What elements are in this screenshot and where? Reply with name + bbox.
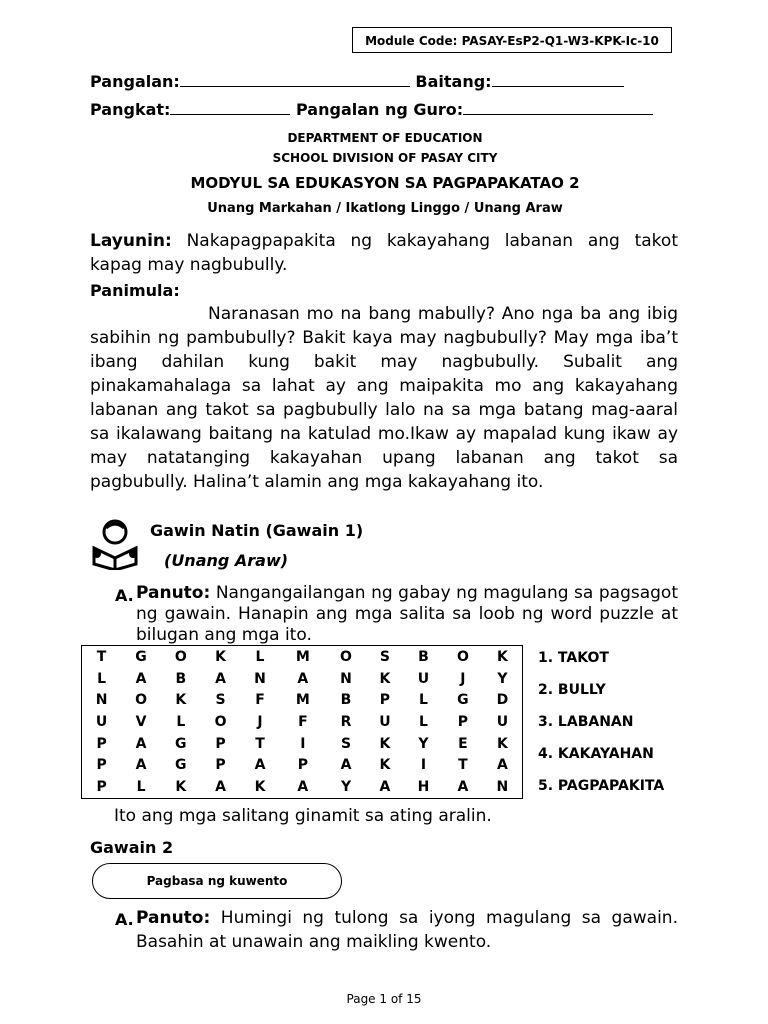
puzzle-cell[interactable]: T [96,648,107,665]
baitang-blank[interactable] [492,72,624,87]
puzzle-cell[interactable]: G [175,757,187,774]
puzzle-cell[interactable]: P [96,779,107,796]
word-item: 3. LABANAN [538,714,634,730]
word-item: 1. TAKOT [538,650,609,666]
puzzle-cell[interactable]: L [418,692,428,709]
module-title: MODYUL SA EDUKASYON SA PAGPAPAKATAO 2 [190,174,580,192]
puzzle-cell[interactable]: J [257,713,263,730]
puzzle-cell[interactable]: F [298,713,308,730]
panimula-text: Naranasan mo na bang mabully? Ano nga ba ang ibig sabihin ng pambubully? Bakit kaya may nagbubully? May mga iba’t ibang dahilan kung bakit may nagbubully. Subalit ang pinakamahalaga sa lahat ay ang maipakita mo ang kakayahang labanan ang takot sa pagbubully lalo na sa mga batang mag-aaral sa ikalawang baitang na katulad mo.Ikaw ay mapalad kung ikaw ay may natatanging kakayahan upang labanan ang takot sa pagbubully. Halina’t alamin ang mga kakayahang ito. [90,304,678,492]
puzzle-cell[interactable]: P [96,735,107,752]
puzzle-cell[interactable]: A [496,757,508,774]
guro-blank[interactable] [463,100,653,115]
division: SCHOOL DIVISION OF PASAY CITY [272,151,498,165]
puzzle-cell[interactable]: G [135,648,147,665]
puzzle-cell[interactable]: P [215,735,226,752]
puzzle-cell[interactable]: B [175,670,187,687]
name-row [90,72,624,91]
puzzle-cell[interactable]: K [254,779,266,796]
pangalan-blank[interactable] [180,72,410,87]
gawain2-title: Gawain 2 [90,838,174,857]
baitang-label: Baitang: [415,72,492,91]
puzzle-cell[interactable]: T [458,757,468,774]
puzzle-cell[interactable]: L [418,713,428,730]
puzzle-cell[interactable]: O [174,648,187,665]
puzzle-cell[interactable]: Y [340,779,352,796]
puzzle-row [82,689,522,711]
puzzle-cell[interactable]: A [457,779,469,796]
gawain2-pill: Pagbasa ng kuwento [92,863,342,899]
puzzle-cell[interactable]: T [255,735,265,752]
puzzle-cell[interactable]: A [297,670,309,687]
puzzle-cell[interactable]: U [95,713,108,730]
puzzle-cell[interactable]: G [175,735,187,752]
pangalan-label: Pangalan: [90,72,180,91]
puzzle-cell[interactable]: V [135,713,147,730]
puzzle-cell[interactable]: K [175,779,187,796]
puzzle-cell[interactable]: L [255,648,265,665]
pangkat-label: Pangkat: [90,100,171,119]
puzzle-cell[interactable]: R [340,713,352,730]
puzzle-cell[interactable]: B [340,692,352,709]
puzzle-cell[interactable]: A [340,757,352,774]
puzzle-cell[interactable]: P [379,692,391,709]
pangkat-blank[interactable] [170,100,290,115]
reading-child-icon [88,518,142,570]
puzzle-cell[interactable]: S [379,648,390,665]
puzzle-row [82,755,522,777]
puzzle-cell[interactable]: A [215,670,226,687]
guro-label: Pangalan ng Guro: [296,100,464,119]
gawain1-panuto-text: Nangangailangan ng gabay ng magulang sa pagsagot ng gawain. Hanapin ang mga salita sa loob ng word puzzle at bilugan ang mga ito. [136,583,678,645]
gawain1-day: (Unang Araw) [164,551,289,570]
puzzle-cell[interactable]: A [254,757,266,774]
word-item: 4. KAKAYAHAN [538,746,654,762]
page-number: Page 1 of 15 [346,992,422,1006]
puzzle-row [82,711,522,733]
puzzle-cell[interactable]: N [95,692,108,709]
puzzle-cell[interactable]: D [496,692,509,709]
puzzle-cell[interactable]: O [214,713,227,730]
puzzle-row [82,776,522,798]
puzzle-cell[interactable]: S [340,735,352,752]
puzzle-cell[interactable]: U [417,670,430,687]
puzzle-cell[interactable]: A [297,779,309,796]
module-code: Module Code: PASAY-EsP2-Q1-W3-KPK-Ic-10 [352,27,672,53]
puzzle-cell[interactable]: A [135,670,147,687]
puzzle-cell[interactable]: H [417,779,430,796]
puzzle-cell[interactable]: N [340,670,352,687]
puzzle-cell[interactable]: E [458,735,468,752]
layunin-text: Nakapagpapakita ng kakayahang labanan ang takot kapag may nagbubully. [90,231,678,275]
panimula-label: Panimula: [90,281,180,300]
puzzle-cell[interactable]: A [215,779,226,796]
puzzle-cell[interactable]: M [295,692,310,709]
puzzle-row [82,733,522,755]
puzzle-cell[interactable]: U [379,713,391,730]
department: DEPARTMENT OF EDUCATION [287,131,483,145]
puzzle-cell[interactable]: G [457,692,469,709]
puzzle-cell[interactable]: I [300,735,306,752]
puzzle-cell[interactable]: L [136,779,146,796]
puzzle-cell[interactable]: L [176,713,186,730]
puzzle-cell[interactable]: K [379,670,391,687]
word-item: 5. PAGPAPAKITA [538,778,665,794]
layunin-label: Layunin: [90,231,172,251]
puzzle-cell[interactable]: S [215,692,226,709]
puzzle-cell[interactable]: B [418,648,429,665]
layunin [90,229,678,277]
gawain1-title: Gawin Natin (Gawain 1) [150,521,364,540]
puzzle-cell[interactable]: O [135,692,147,709]
puzzle-row [82,646,522,668]
word-item: 2. BULLY [538,682,606,698]
panimula-paragraph [90,302,678,494]
puzzle-cell[interactable]: N [254,670,266,687]
puzzle-cell[interactable]: L [97,670,107,687]
puzzle-cell[interactable]: A [135,757,147,774]
puzzle-cell[interactable]: O [456,648,469,665]
puzzle-cell[interactable]: K [496,648,508,665]
puzzle-cell[interactable]: N [496,779,509,796]
puzzle-cell[interactable]: F [255,692,265,709]
puzzle-cell[interactable]: K [379,735,391,752]
puzzle-cell[interactable]: P [96,757,107,774]
word-puzzle [81,645,523,799]
puzzle-note: Ito ang mga salitang ginamit sa ating aralin. [114,806,492,826]
gawain2-panuto-text: Humingi ng tulong sa iyong magulang sa gawain. Basahin at unawain ang maikling kwento. [136,908,678,952]
gawain2-panuto-label: Panuto: [136,908,211,928]
puzzle-cell[interactable]: M [295,648,310,665]
puzzle-cell[interactable]: A [135,735,147,752]
puzzle-cell[interactable]: P [457,713,469,730]
puzzle-cell[interactable]: O [340,648,352,665]
puzzle-cell[interactable]: K [379,757,391,774]
gawain1-letter: A. [115,586,134,605]
puzzle-cell[interactable]: Y [418,735,429,752]
gawain1-panuto [136,583,678,646]
puzzle-cell[interactable]: U [496,713,509,730]
gawain2-letter: A. [115,910,134,929]
gawain2-panuto [136,906,678,954]
puzzle-cell[interactable]: I [420,757,427,774]
puzzle-cell[interactable]: A [379,779,391,796]
puzzle-cell[interactable]: K [175,692,187,709]
puzzle-cell[interactable]: Y [497,670,508,687]
puzzle-cell[interactable]: P [297,757,308,774]
puzzle-row [82,668,522,690]
module-subtitle: Unang Markahan / Ikatlong Linggo / Unang Araw [207,201,563,216]
puzzle-cell[interactable]: J [460,670,466,687]
word-list [538,647,688,807]
section-row [90,100,653,119]
puzzle-cell[interactable]: K [215,648,226,665]
gawain1-panuto-label: Panuto: [136,583,211,603]
puzzle-cell[interactable]: P [215,757,226,774]
puzzle-cell[interactable]: K [496,735,508,752]
